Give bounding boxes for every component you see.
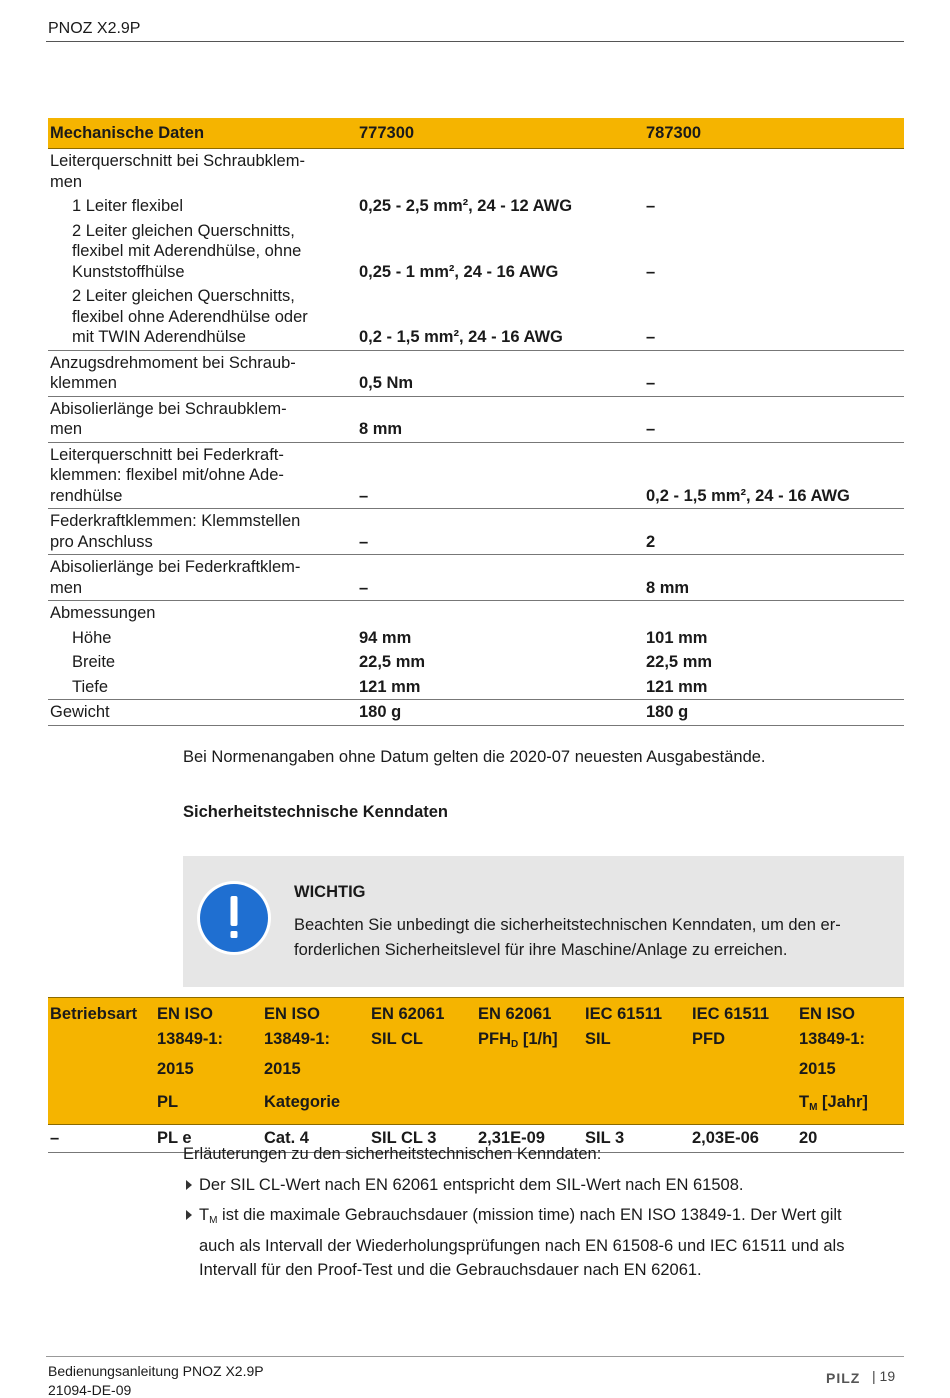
row-label: 1 Leiter flexibel	[72, 197, 183, 215]
table-cell: –	[646, 197, 656, 215]
mechanical-data-table	[48, 118, 904, 726]
table-cell: –	[357, 442, 644, 509]
column-header: Betriebsart	[48, 998, 155, 1027]
row-label: Leiterquerschnitt bei Federkraft- klemmen: flexibel mit/ohne Ade- rendhülse	[48, 442, 357, 509]
column-header: PFD	[690, 1027, 797, 1058]
column-header: 2015	[262, 1057, 369, 1082]
bullet-triangle-icon	[186, 1180, 192, 1190]
footer-manual-title: Bedienungsanleitung PNOZ X2.9P	[48, 1363, 264, 1379]
row-label: Leiterquerschnitt bei Schraubklem- men	[50, 152, 305, 191]
table-row	[48, 675, 904, 700]
table-cell: 2,03E-06	[690, 1125, 797, 1153]
footer-divider	[46, 1356, 904, 1357]
column-header: Kategorie	[262, 1082, 369, 1125]
warning-text-line: Beachten Sie unbedingt die sicherheitstechnischen Kenndaten, um den er-	[294, 916, 841, 934]
safety-data-table	[48, 997, 904, 1153]
column-header: 13849-1:	[262, 1027, 369, 1058]
table-cell: 8 mm	[357, 396, 644, 442]
table-cell: SIL 3	[583, 1125, 690, 1153]
table-cell: –	[644, 284, 904, 350]
table-cell: 101 mm	[646, 628, 708, 647]
header-divider	[46, 41, 904, 42]
table-cell: –	[644, 396, 904, 442]
table-row	[48, 442, 904, 509]
table-header-row	[48, 118, 904, 149]
column-header: EN ISO	[797, 998, 904, 1027]
table-cell: –	[646, 262, 656, 281]
table-cell	[644, 149, 904, 195]
table-cell: 2,31E-09	[476, 1125, 583, 1153]
column-header: $T_M$ [Jahr]	[797, 1082, 904, 1125]
column-header: EN ISO	[262, 998, 369, 1027]
table-header-row	[48, 998, 904, 1027]
table-header-row	[48, 1027, 904, 1058]
column-header: SIL	[583, 1027, 690, 1058]
table-cell: –	[48, 1125, 155, 1153]
table-row	[48, 219, 904, 285]
column-header: IEC 61511	[690, 998, 797, 1027]
table-cell: 121 mm	[357, 675, 644, 700]
column-header: $PFH_D$ [1/h]	[476, 1027, 583, 1058]
table-row	[48, 396, 904, 442]
table-cell: 0,2 - 1,5 mm², 24 - 16 AWG	[644, 442, 904, 509]
warning-text	[294, 913, 894, 963]
page-number: | 19	[872, 1368, 896, 1384]
table-cell: Cat. 4	[262, 1125, 369, 1153]
exclamation-icon	[196, 880, 272, 956]
table-cell: 0,25 - 1 mm², 24 - 16 AWG	[359, 262, 559, 281]
column-header: 13849-1:	[155, 1027, 262, 1058]
table-row	[48, 509, 904, 555]
norm-note: Bei Normenangaben ohne Datum gelten die 2020-07 neuesten Ausgabestände.	[183, 748, 766, 766]
column-header: 787300	[644, 118, 904, 149]
table-cell: 94 mm	[359, 628, 412, 647]
column-header: PL	[155, 1082, 262, 1125]
row-label: 2 Leiter gleichen Querschnitts, flexibel mit Aderendhülse, ohne Kunststoffhülse	[72, 221, 302, 281]
table-row	[48, 284, 904, 350]
row-label: Höhe	[72, 628, 112, 647]
column-header: IEC 61511	[583, 998, 690, 1027]
table-cell: PL e	[155, 1125, 262, 1153]
table-cell: 0,25 - 2,5 mm², 24 - 12 AWG	[359, 197, 573, 215]
table-cell	[644, 601, 904, 626]
table-cell	[357, 149, 644, 195]
table-row	[48, 555, 904, 601]
column-header: 13849-1:	[797, 1027, 904, 1058]
row-label: Abmessungen	[50, 604, 156, 622]
table-cell: 22,5 mm	[646, 653, 713, 671]
row-label: Federkraftklemmen: Klemmstellen pro Anschluss	[48, 509, 357, 555]
table-row	[48, 601, 904, 626]
table-row	[48, 149, 904, 195]
table-cell: 8 mm	[644, 555, 904, 601]
row-label: Abisolierlänge bei Schraubklem- men	[48, 396, 357, 442]
table-cell: SIL CL 3	[369, 1125, 476, 1153]
explanation-bullet: Der SIL CL-Wert nach EN 62061 entspricht dem SIL-Wert nach EN 61508.	[199, 1176, 744, 1194]
table-cell: –	[357, 555, 644, 601]
row-label: Anzugsdrehmoment bei Schraub- klemmen	[48, 350, 357, 396]
table-cell: 180 g	[644, 700, 904, 726]
row-label: Abisolierlänge bei Federkraftklem- men	[48, 555, 357, 601]
column-header: EN 62061	[369, 998, 476, 1027]
row-label: Breite	[72, 653, 116, 671]
table-cell: 0,5 Nm	[357, 350, 644, 396]
table-cell: 0,2 - 1,5 mm², 24 - 16 AWG	[357, 284, 644, 350]
table-row	[48, 626, 904, 651]
column-header: 2015	[155, 1057, 262, 1082]
table-row	[48, 194, 904, 219]
table-row	[48, 350, 904, 396]
table-cell: –	[644, 350, 904, 396]
table-row	[48, 700, 904, 726]
table-cell: 2	[644, 509, 904, 555]
table-cell: 121 mm	[644, 675, 904, 700]
column-header: SIL CL	[369, 1027, 476, 1058]
table-header-row	[48, 1057, 904, 1082]
column-header: Mechanische Daten	[48, 118, 357, 149]
table-cell	[357, 601, 644, 626]
section-title: Sicherheitstechnische Kenndaten	[183, 803, 448, 821]
warning-text-line: forderlichen Sicherheitslevel für ihre Maschine/Anlage zu erreichen.	[294, 941, 788, 959]
footer-doc-number: 21094-DE-09	[48, 1382, 132, 1398]
table-row	[48, 650, 904, 675]
column-header: EN 62061	[476, 998, 583, 1027]
bullet-triangle-icon	[186, 1210, 192, 1220]
table-cell: 22,5 mm	[359, 653, 426, 671]
row-label: Tiefe	[48, 675, 357, 700]
column-header: EN ISO	[155, 998, 262, 1027]
column-header: 2015	[797, 1057, 904, 1082]
table-cell: 20	[797, 1125, 904, 1153]
pilz-logo: PILZ	[826, 1370, 861, 1386]
table-cell: 180 g	[357, 700, 644, 726]
warning-title: WICHTIG	[294, 883, 366, 901]
table-cell: –	[357, 509, 644, 555]
column-header: 777300	[357, 118, 644, 149]
explanation-bullet: $T_M$ ist die maximale Gebrauchsdauer (mission time) nach EN ISO 13849-1. Der Wert gilt auch als Intervall der Wiederholungsprüfungen nach EN 61508-6 und IEC 61511 und als Intervall für den Proof-Test und die Gebrauchsdauer nach EN 62061.	[199, 1206, 845, 1279]
explanations-intro: Erläuterungen zu den sicherheitstechnischen Kenndaten:	[183, 1145, 602, 1163]
table-header-row	[48, 1082, 904, 1125]
row-label: Gewicht	[48, 700, 357, 726]
row-label: 2 Leiter gleichen Querschnitts, flexibel ohne Aderendhülse oder mit TWIN Aderendhülse	[48, 284, 357, 350]
page-header-title: PNOZ X2.9P	[48, 20, 141, 37]
